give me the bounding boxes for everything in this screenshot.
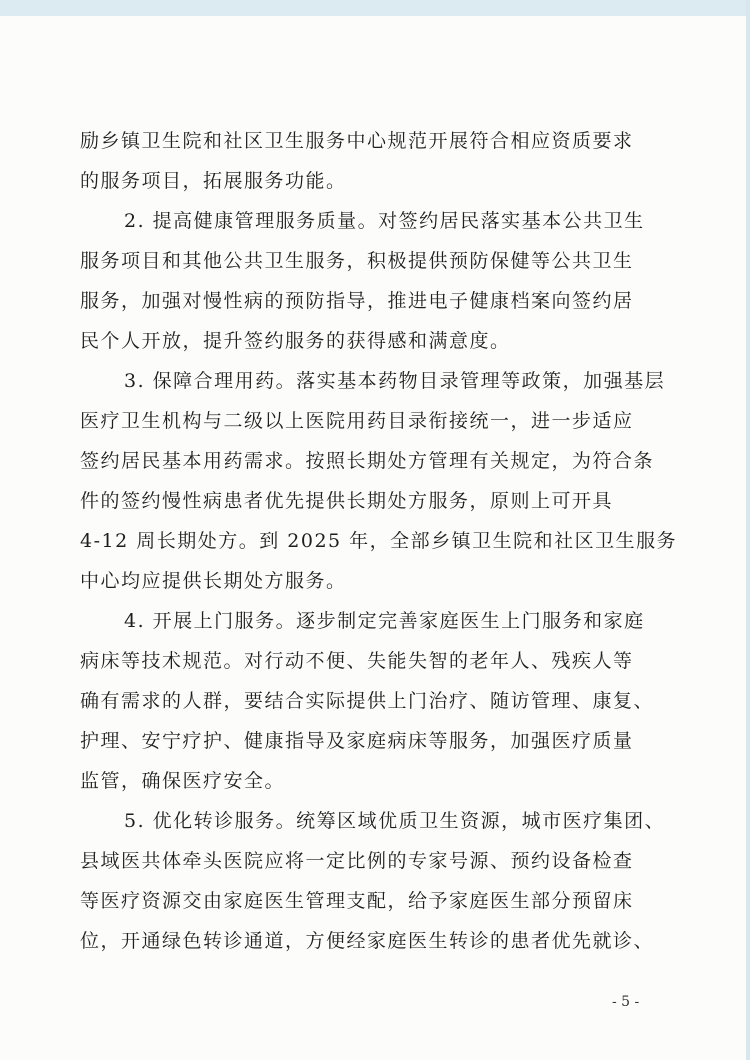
text-line: 等医疗资源交由家庭医生管理支配，给予家庭医生部分预留床 <box>80 890 634 912</box>
paragraph-first-line: 4. 开展上门服务。逐步制定完善家庭医生上门服务和家庭 <box>124 610 645 632</box>
page-number: - 5 - <box>612 994 640 1010</box>
document-body <box>80 121 680 961</box>
text-line: 病床等技术规范。对行动不便、失能失智的老年人、残疾人等 <box>80 650 634 672</box>
text-line: 护理、安宁疗护、健康指导及家庭病床等服务，加强医疗质量 <box>80 730 634 752</box>
text-line: 4-12 周长期处方。到 2025 年，全部乡镇卫生院和社区卫生服务 <box>80 530 678 552</box>
text-line: 励乡镇卫生院和社区卫生服务中心规范开展符合相应资质要求 <box>80 130 634 152</box>
paragraph-first-line: 3. 保障合理用药。落实基本药物目录管理等政策，加强基层 <box>124 370 666 392</box>
scan-top-band <box>0 0 750 16</box>
scan-right-edge <box>746 0 750 1060</box>
text-line: 中心均应提供长期处方服务。 <box>80 570 347 592</box>
text-line: 医疗卫生机构与二级以上医院用药目录衔接统一，进一步适应 <box>80 410 634 432</box>
text-line: 服务项目和其他公共卫生服务，积极提供预防保健等公共卫生 <box>80 250 634 272</box>
text-line: 确有需求的人群，要结合实际提供上门治疗、随访管理、康复、 <box>80 690 655 712</box>
text-line: 监管，确保医疗安全。 <box>80 770 286 792</box>
text-line: 的服务项目，拓展服务功能。 <box>80 170 347 192</box>
text-line: 服务，加强对慢性病的预防指导，推进电子健康档案向签约居 <box>80 290 634 312</box>
text-line: 签约居民基本用药需求。按照长期处方管理有关规定，为符合条 <box>80 450 655 472</box>
text-line: 位，开通绿色转诊通道，方便经家庭医生转诊的患者优先就诊、 <box>80 930 655 952</box>
paragraph-first-line: 2. 提高健康管理服务质量。对签约居民落实基本公共卫生 <box>124 210 645 232</box>
paragraph-first-line: 5. 优化转诊服务。统筹区域优质卫生资源，城市医疗集团、 <box>124 810 666 832</box>
text-line: 民个人开放，提升签约服务的获得感和满意度。 <box>80 330 511 352</box>
text-line: 件的签约慢性病患者优先提供长期处方服务，原则上可开具 <box>80 490 614 512</box>
text-line: 县域医共体牵头医院应将一定比例的专家号源、预约设备检查 <box>80 850 634 872</box>
